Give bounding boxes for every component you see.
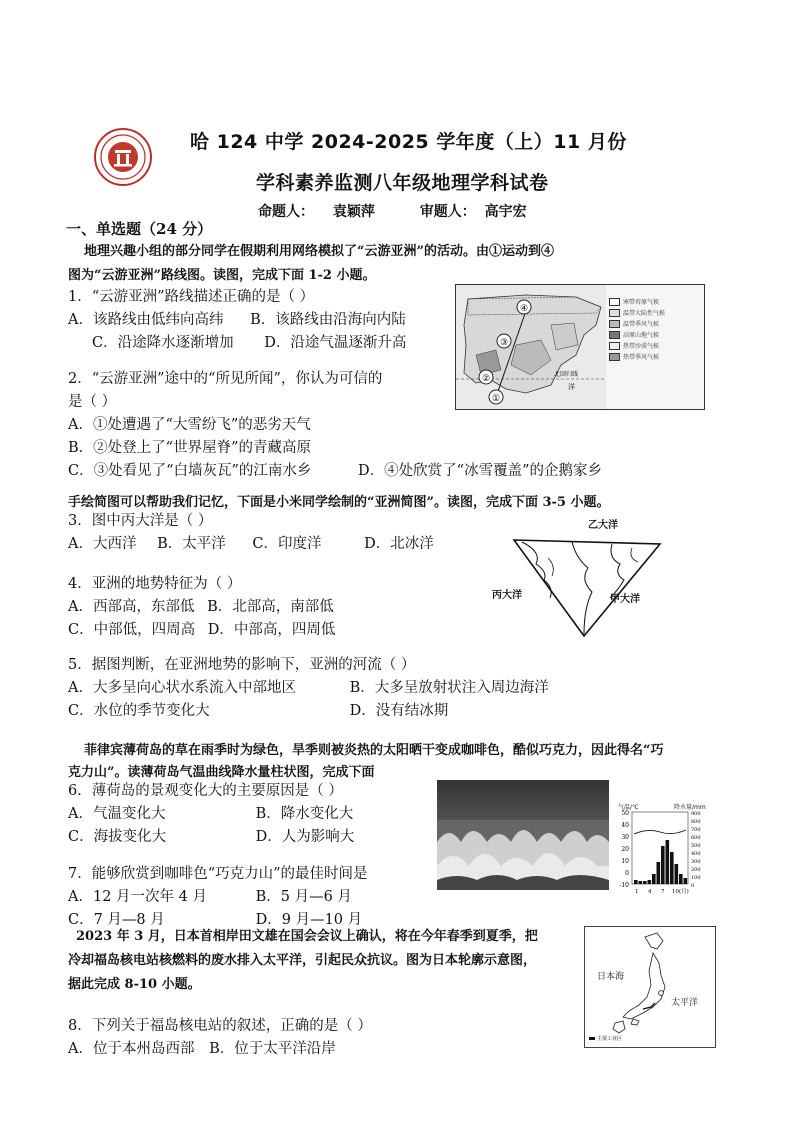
precip-bar bbox=[634, 880, 638, 884]
intro-line: 地理兴趣小组的部分同学在假期利用网络模拟了“云游亚洲”的活动。由①运动到④ bbox=[84, 244, 554, 259]
option-row bbox=[68, 677, 708, 700]
right-tick: 0 bbox=[691, 883, 695, 889]
option-row bbox=[68, 803, 438, 826]
option-row bbox=[68, 619, 468, 642]
question-stem-cont: 是（ ） bbox=[68, 394, 117, 410]
sea-of-japan-label: 日本海 bbox=[597, 972, 625, 982]
option-d[interactable]: D．北冰洋 bbox=[364, 536, 434, 552]
intro-line: 菲律宾薄荷岛的草在雨季时为绿色，旱季则被炎热的太阳晒干变成咖啡色，酷似巧克力，因此得名“巧 bbox=[84, 743, 664, 758]
question-stem: 6．薄荷岛的景观变化大的主要原因是（ ） bbox=[68, 783, 343, 799]
left-tick: 50 bbox=[621, 810, 629, 817]
precip-bar bbox=[652, 874, 656, 884]
right-tick: 800 bbox=[691, 819, 701, 825]
option-d[interactable]: D．9 月—10 月 bbox=[255, 912, 363, 928]
precip-bar bbox=[675, 864, 679, 884]
marker-2: ② bbox=[481, 374, 491, 384]
ocean-label-yi: 乙大洋 bbox=[588, 520, 618, 531]
intro-paragraph-3 bbox=[84, 739, 663, 763]
option-a[interactable]: A．12 月一次年 4 月 bbox=[68, 889, 207, 905]
map-note: 主要工业区 bbox=[597, 1036, 623, 1042]
option-d[interactable]: D．中部高，四周低 bbox=[207, 622, 336, 638]
question-stem: 1．“云游亚洲”路线描述正确的是（ ） bbox=[68, 289, 315, 305]
chocolate-hills-photo bbox=[437, 780, 609, 890]
route-map-figure bbox=[455, 284, 705, 410]
japan-map-svg bbox=[585, 927, 715, 1047]
fukushima-marker-icon bbox=[659, 991, 664, 996]
option-c[interactable]: C．水位的季节变化大 bbox=[68, 703, 210, 719]
left-tick: 10 bbox=[621, 858, 629, 865]
option-b[interactable]: B．该路线由沿海向内陆 bbox=[250, 312, 406, 328]
legend-item bbox=[609, 341, 665, 350]
option-b[interactable]: B．5 月—6 月 bbox=[255, 889, 352, 905]
option-c[interactable]: C．印度洋 bbox=[252, 536, 322, 552]
option-row bbox=[68, 533, 488, 556]
question-stem: 5．据图判断，在亚洲地势的影响下，亚洲的河流（ ） bbox=[68, 657, 416, 673]
right-tick: 300 bbox=[691, 859, 701, 865]
option-d[interactable]: D．人为影响大 bbox=[255, 829, 355, 845]
tropic-label: 北回归线 bbox=[554, 371, 579, 378]
right-tick: 200 bbox=[691, 867, 701, 873]
option-a[interactable]: A．大多呈向心状水系流入中部地区 bbox=[68, 680, 296, 696]
legend-item bbox=[609, 330, 665, 339]
option-d[interactable]: D．沿途气温逐渐升高 bbox=[264, 335, 407, 351]
asia-sketch-figure bbox=[492, 518, 672, 640]
x-tick: 10(月) bbox=[672, 889, 689, 895]
right-tick: 100 bbox=[691, 875, 701, 881]
option-a[interactable]: A．西部高，东部低 bbox=[68, 599, 195, 615]
setter-name: 袁颖萍 bbox=[332, 204, 375, 220]
x-tick: 7 bbox=[661, 889, 665, 895]
school-emblem-icon bbox=[96, 130, 150, 184]
legend-label: 温带季风气候 bbox=[623, 321, 660, 328]
option-row bbox=[68, 700, 708, 723]
climate-chart bbox=[614, 800, 714, 898]
map-legend bbox=[609, 295, 665, 363]
intro-line: 冷却福岛核电站核燃料的废水排入太平洋，引起民众抗议。图为日本轮廓示意图， bbox=[68, 953, 537, 968]
asia-route-map bbox=[456, 285, 704, 409]
marker-3: ③ bbox=[499, 338, 509, 348]
option-c[interactable]: C．中部低，四周高 bbox=[68, 622, 196, 638]
question-stem: 2．“云游亚洲”途中的“所见所闻”，你认为可信的 bbox=[68, 371, 383, 387]
section-heading: 一、单选题（24 分） bbox=[66, 220, 213, 238]
japan-outline-map bbox=[584, 926, 716, 1048]
precip-bar bbox=[648, 880, 652, 884]
option-a[interactable]: A．①处遭遇了“大雪纷飞”的恶劣天气 bbox=[68, 417, 311, 433]
option-row bbox=[68, 1038, 468, 1061]
option-a[interactable]: A．大西洋 bbox=[68, 536, 137, 552]
ocean-label-jia: 甲大洋 bbox=[610, 594, 640, 605]
right-tick: 600 bbox=[691, 835, 701, 841]
precip-bar bbox=[643, 881, 647, 884]
question-7 bbox=[68, 863, 438, 932]
precip-bar bbox=[639, 881, 643, 884]
intro-paragraph-2: 手绘简图可以帮助我们记忆，下面是小米同学绘制的“亚洲简图”。读图，完成下面 3-5 小题。 bbox=[68, 495, 610, 510]
exam-title-line2: 学科素养监测八年级地理学科试卷 bbox=[256, 172, 549, 194]
x-tick: 4 bbox=[648, 889, 652, 895]
right-tick: 500 bbox=[691, 843, 701, 849]
legend-item bbox=[609, 308, 665, 317]
question-stem: 7．能够欣赏到咖啡色“巧克力山”的最佳时间是 bbox=[68, 866, 368, 882]
question-stem: 3．图中丙大洋是（ ） bbox=[68, 513, 213, 529]
legend-label: 寒带苔原气候 bbox=[623, 299, 660, 306]
intro-line: 2023 年 3 月，日本首相岸田文雄在国会会议上确认，将在今年春季到夏季，把 bbox=[76, 929, 538, 944]
author-line bbox=[258, 201, 527, 221]
option-row bbox=[68, 460, 708, 483]
option-c[interactable]: C．7 月—8 月 bbox=[68, 912, 165, 928]
option-a[interactable]: A．位于本州岛西部 bbox=[68, 1041, 195, 1057]
setter-label: 命题人： bbox=[258, 204, 314, 220]
asia-sketch-diagram bbox=[492, 518, 672, 640]
precip-axis-label: 降水量/mm bbox=[674, 804, 706, 811]
option-row bbox=[68, 886, 438, 909]
option-d[interactable]: D．没有结冰期 bbox=[349, 703, 449, 719]
hills-photo-image bbox=[437, 780, 609, 890]
legend-swatch bbox=[609, 331, 620, 339]
intro-line: 据此完成 8-10 小题。 bbox=[68, 977, 201, 992]
option-b[interactable]: B．大多呈放射状注入周边海洋 bbox=[349, 680, 549, 696]
question-5 bbox=[68, 654, 708, 723]
marker-1: ① bbox=[491, 394, 501, 404]
temperature-axis-ticks bbox=[619, 810, 629, 889]
legend-swatch bbox=[609, 320, 620, 328]
x-tick: 1 bbox=[635, 889, 639, 895]
precip-axis-ticks bbox=[691, 811, 701, 889]
reviewer-name: 高宇宏 bbox=[484, 204, 527, 220]
question-stem: 8．下列关于福岛核电站的叙述，正确的是（ ） bbox=[68, 1018, 372, 1034]
precip-bar bbox=[670, 852, 674, 884]
option-c[interactable]: C．③处看见了“白墙灰瓦”的江南水乡 bbox=[68, 463, 312, 479]
option-row bbox=[68, 332, 448, 355]
question-stem: 4．亚洲的地势特征为（ ） bbox=[68, 576, 242, 592]
left-tick: 0 bbox=[625, 870, 629, 877]
legend-swatch bbox=[609, 298, 620, 306]
option-c[interactable]: C．海拔变化大 bbox=[68, 829, 167, 845]
question-8 bbox=[68, 1015, 468, 1061]
precip-bar bbox=[661, 846, 665, 884]
left-tick: 20 bbox=[621, 846, 629, 853]
exam-title-line1: 哈 124 中学 2024-2025 学年度（上）11 月份 bbox=[190, 131, 627, 153]
option-row bbox=[68, 826, 438, 849]
option-b[interactable]: B．位于太平洋沿岸 bbox=[209, 1041, 336, 1057]
question-4 bbox=[68, 573, 468, 642]
school-logo bbox=[94, 128, 152, 186]
question-1 bbox=[68, 286, 448, 355]
pacific-ocean-label: 太平洋 bbox=[671, 998, 699, 1008]
left-tick: -10 bbox=[619, 882, 629, 889]
legend-label: 热带季风气候 bbox=[623, 354, 660, 361]
climate-chart-svg bbox=[614, 800, 714, 898]
right-tick: 900 bbox=[691, 811, 701, 817]
precip-bar bbox=[657, 862, 661, 884]
option-b[interactable]: B．②处登上了“世界屋脊”的青藏高原 bbox=[68, 440, 311, 456]
reviewer-label: 审题人： bbox=[419, 204, 476, 220]
legend-item bbox=[609, 297, 665, 306]
question-3 bbox=[68, 510, 488, 556]
option-b[interactable]: B．太平洋 bbox=[157, 536, 226, 552]
option-b[interactable]: B．北部高，南部低 bbox=[207, 599, 334, 615]
left-tick: 30 bbox=[621, 834, 629, 841]
intro-paragraph-1b bbox=[68, 264, 376, 288]
option-a[interactable]: A．该路线由低纬向高纬 bbox=[68, 312, 224, 328]
option-b[interactable]: B．降水变化大 bbox=[255, 806, 354, 822]
ocean-label-bing: 丙大洋 bbox=[492, 590, 522, 601]
option-row bbox=[68, 309, 448, 332]
legend-swatch bbox=[609, 342, 620, 350]
legend-item bbox=[609, 352, 665, 361]
intro-line: 图为“云游亚洲”路线图。读图，完成下面 1-2 小题。 bbox=[68, 268, 376, 283]
intro-paragraph-1 bbox=[84, 240, 554, 264]
intro-paragraph-4 bbox=[68, 925, 588, 997]
option-a[interactable]: A．气温变化大 bbox=[68, 806, 166, 822]
legend-item bbox=[609, 319, 665, 328]
right-tick: 700 bbox=[691, 827, 701, 833]
temperature-axis-label: 气温/℃ bbox=[618, 804, 639, 811]
legend-swatch bbox=[609, 309, 620, 317]
precip-bar bbox=[684, 878, 688, 884]
marker-4: ④ bbox=[519, 304, 529, 314]
precip-bar bbox=[679, 874, 683, 884]
legend-label: 高原山地气候 bbox=[623, 332, 660, 339]
option-d[interactable]: D．④处欣赏了“冰雪覆盖”的企鹅家乡 bbox=[358, 463, 602, 479]
option-c[interactable]: C．沿途降水逐渐增加 bbox=[92, 335, 234, 351]
legend-label: 热带沙漠气候 bbox=[623, 343, 660, 350]
left-tick: 40 bbox=[621, 822, 629, 829]
legend-swatch bbox=[609, 353, 620, 361]
right-tick: 400 bbox=[691, 851, 701, 857]
intro-line: 克力山”。读薄荷岛气温曲线降水量柱状图，完成下面 bbox=[68, 765, 375, 780]
question-6 bbox=[68, 780, 438, 849]
precip-bar bbox=[666, 840, 670, 884]
option-row bbox=[68, 596, 468, 619]
ocean-label: 洋 bbox=[568, 383, 575, 391]
legend-label: 温带大陆性气候 bbox=[623, 310, 666, 317]
